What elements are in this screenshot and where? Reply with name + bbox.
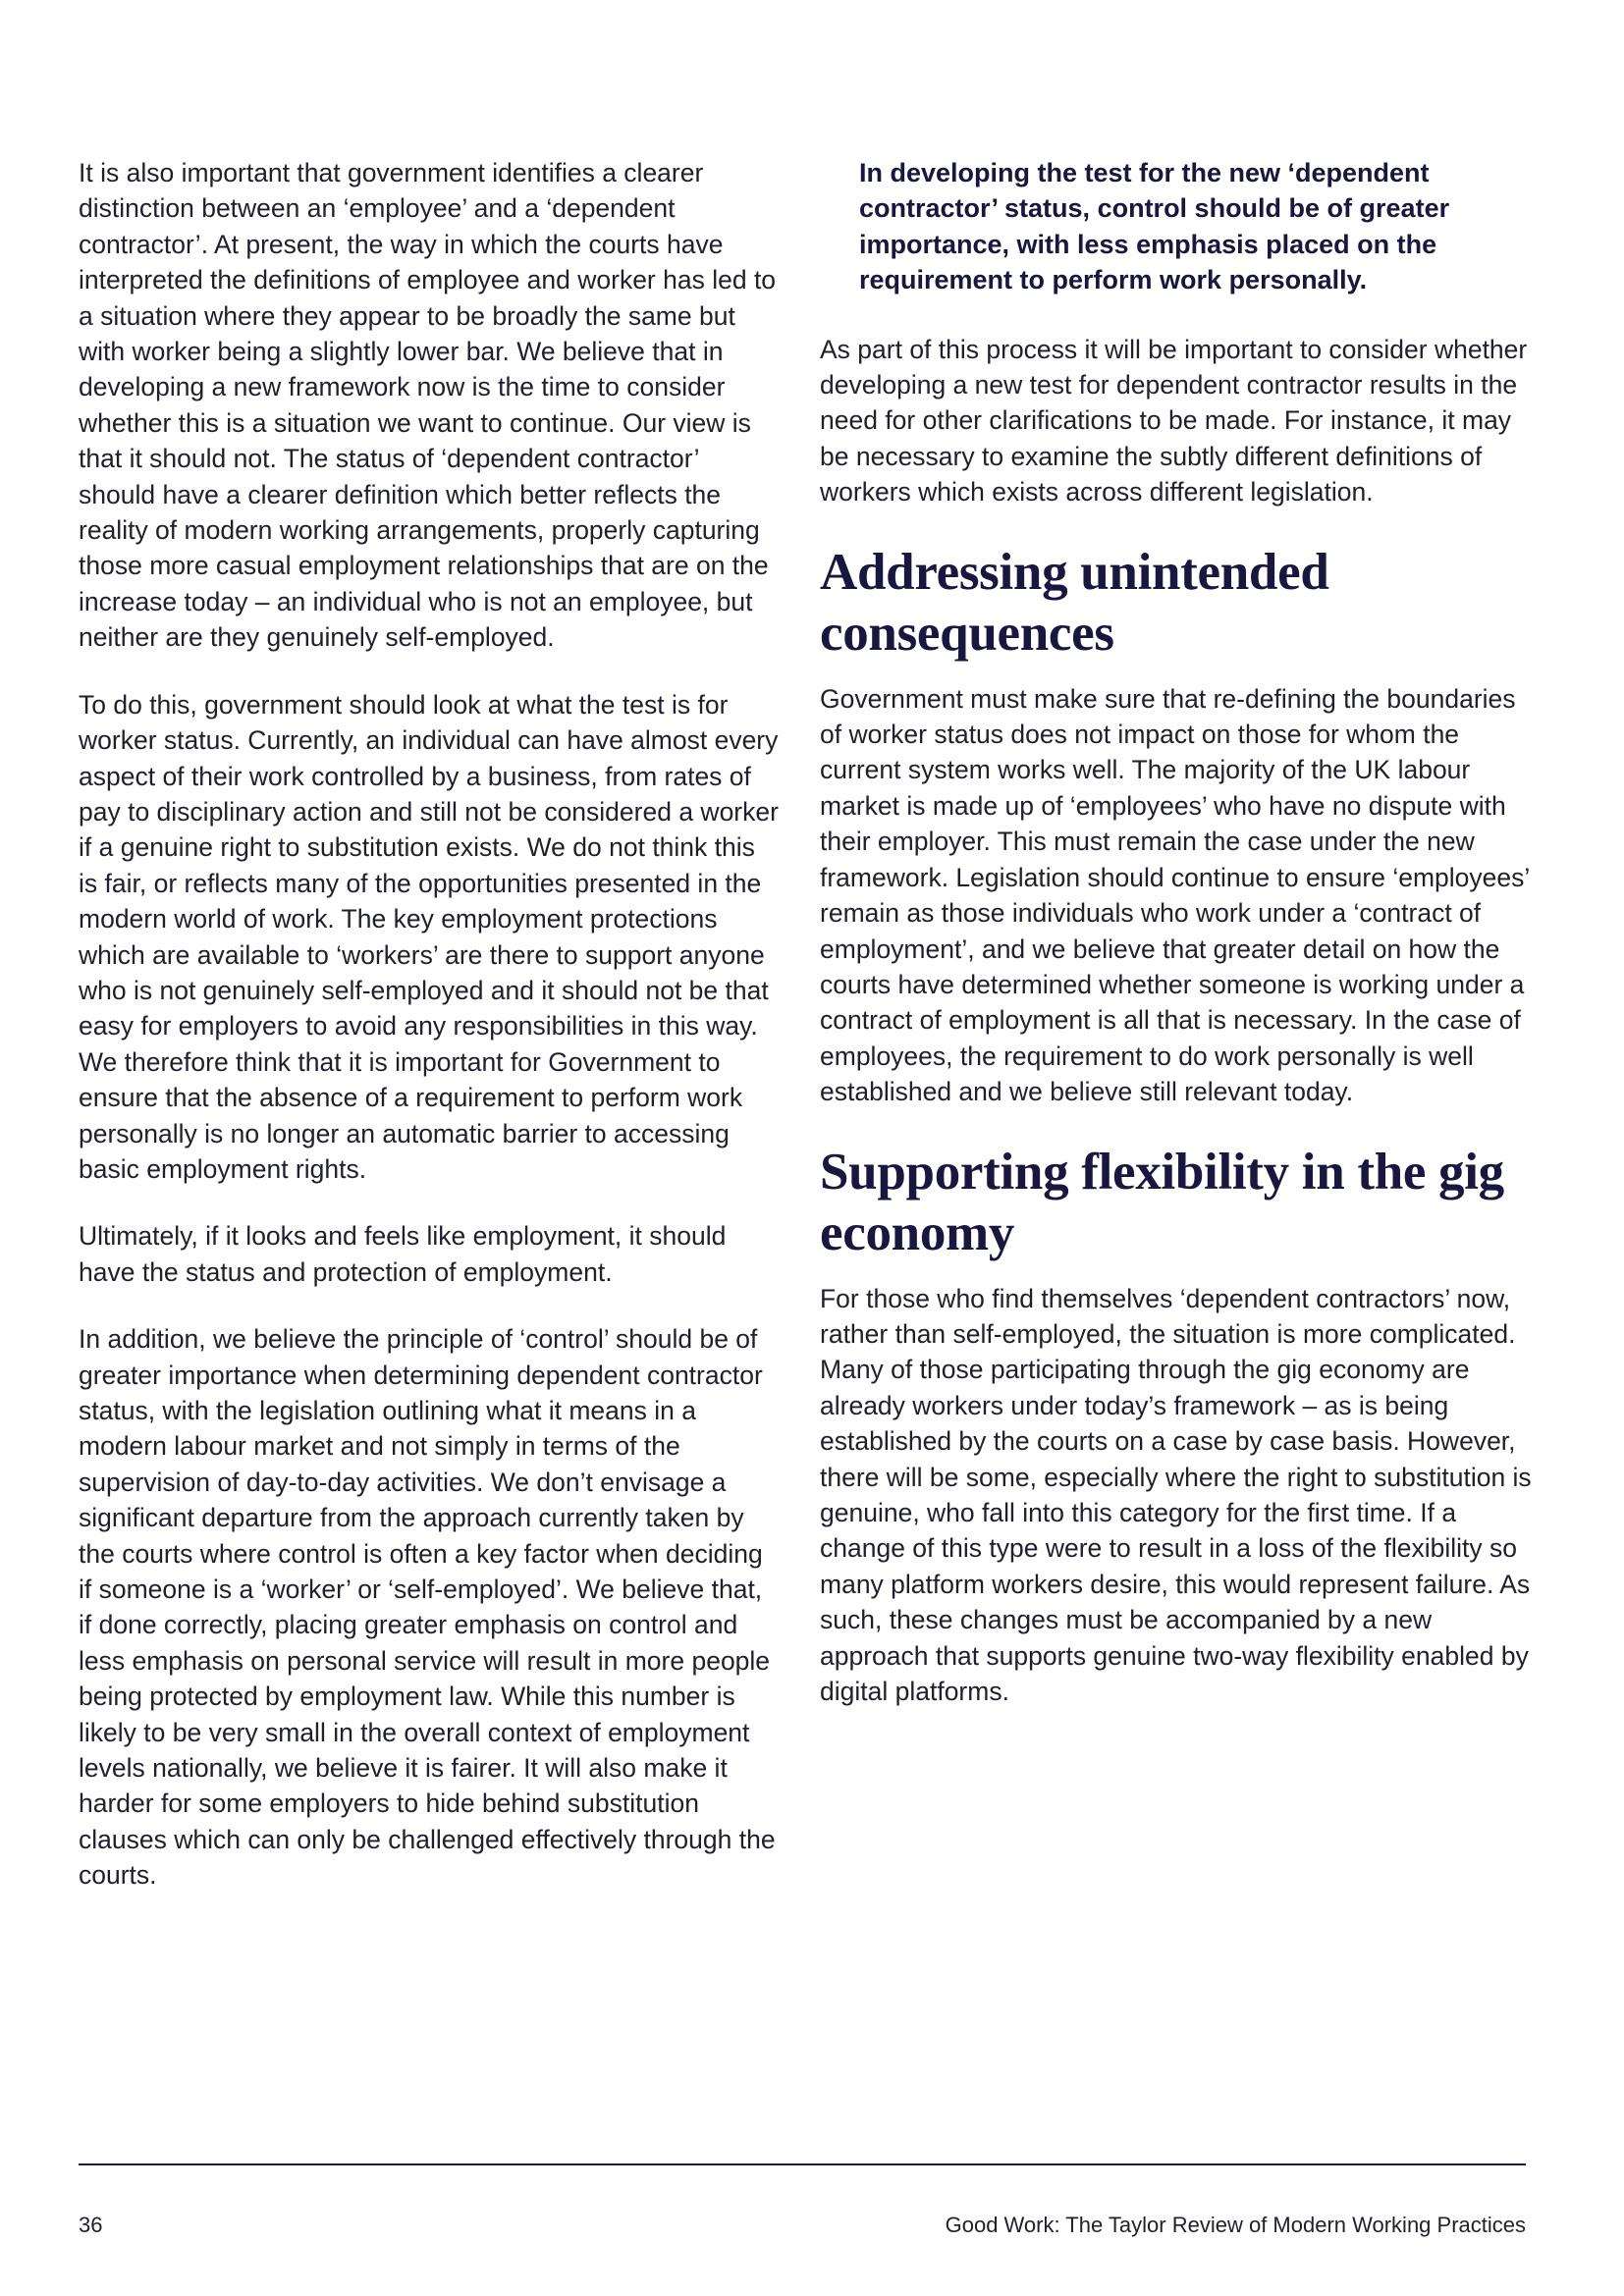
left-paragraph-2: To do this, government should look at what the test is for worker status. Currently, an individual can have almost every aspect of their work controlled by a business, from rates of pay to disciplinary action and still not be considered a worker if a genuine right to substitution exists. We do not think this is fair, or reflects many of the opportunities presented in the modern world of work. The key employment protections which are available to ‘workers’ are there to support anyone who is not genuinely self-employed and it should not be that easy for employers to avoid any responsibilities in this way. We therefore think that it is important for Government to ensure that the absence of a requirement to perform work personally is no longer an automatic barrier to accessing basic employment rights. (79, 689, 779, 1184)
left-paragraph-3: Ultimately, if it looks and feels like employment, it should have the status and protection of employment. (79, 1221, 727, 1287)
callout-quote: In developing the test for the new ‘dependent contractor’ status, control should be of greater importance, with less emphasis placed on the requirement to perform work personally. (859, 158, 1450, 295)
publication-title: Good Work: The Taylor Review of Modern Working Practices (945, 2213, 1526, 2237)
section-heading-unintended-consequences: Addressing unintended consequences (820, 543, 1329, 662)
page-number: 36 (79, 2213, 103, 2237)
section-paragraph-unintended-consequences: Government must make sure that re-defining the boundaries of worker status does not impact on those for whom the current system works well. The majority of the UK labour market is made up of ‘employees’ who have no dispute with their employer. This must remain the case under the new framework. Legislation should continue to ensure ‘employees’ remain as those individuals who work under a ‘contract of employment’, and we believe that greater detail on how the courts have determined whether someone is working under a contract of employment is all that is necessary. In the case of employees, the requirement to do work personally is well established and we believe still relevant today. (820, 683, 1530, 1107)
footer-divider (79, 2163, 1526, 2165)
section-heading-gig-economy: Supporting flexibility in the gig economy (820, 1143, 1504, 1261)
left-column (79, 155, 781, 1925)
section-paragraph-gig-economy: For those who find themselves ‘dependent contractors’ now, rather than self-employed, the situation is more complicated. Many of those participating through the gig economy are already workers under today’s framework – as is being established by the courts on a case by case basis. However, there will be some, especially where the right to substitution is genuine, who fall into this category for the first time. If a change of this type were to result in a loss of the flexibility so many platform workers desire, this would represent failure. As such, these changes must be accompanied by a new approach that supports genuine two-way flexibility enabled by digital platforms. (820, 1283, 1532, 1706)
right-column (820, 155, 1532, 1740)
left-paragraph-4: In addition, we believe the principle of ‘control’ should be of greater importance when determining dependent contractor status, with the legislation outlining what it means in a modern labour market and not simply in terms of the supervision of day-to-day activities. We don’t envisage a significant departure from the approach currently taken by the courts where control is often a key factor when deciding if someone is a ‘worker’ or ‘self-employed’. We believe that, if done correctly, placing greater emphasis on control and less emphasis on personal service will result in more people being protected by employment law. While this number is likely to be very small in the overall context of employment levels nationally, we believe it is fairer. It will also make it harder for some employers to hide behind substitution clauses which can only be challenged effectively through the courts. (79, 1324, 776, 1891)
left-paragraph-1: It is also important that government identifies a clearer distinction between an ‘employee’ and a ‘dependent contractor’. At present, the way in which the courts have interpreted the definitions of employee and worker has led to a situation where they appear to be broadly the same but with worker being a slightly lower bar. We believe that in developing a new framework now is the time to consider whether this is a situation we want to continue. Our view is that it should not. The status of ‘dependent contractor’ should have a clearer definition which better reflects the reality of modern working arrangements, properly capturing those more casual employment relationships that are on the increase today – an individual who is not an employee, but neither are they genuinely self-employed. (79, 158, 777, 653)
right-intro-paragraph: As part of this process it will be important to consider whether developing a new test for dependent contractor results in the need for other clarifications to be made. For instance, it may be necessary to examine the subtly different definitions of workers which exists across different legislation. (820, 334, 1528, 507)
